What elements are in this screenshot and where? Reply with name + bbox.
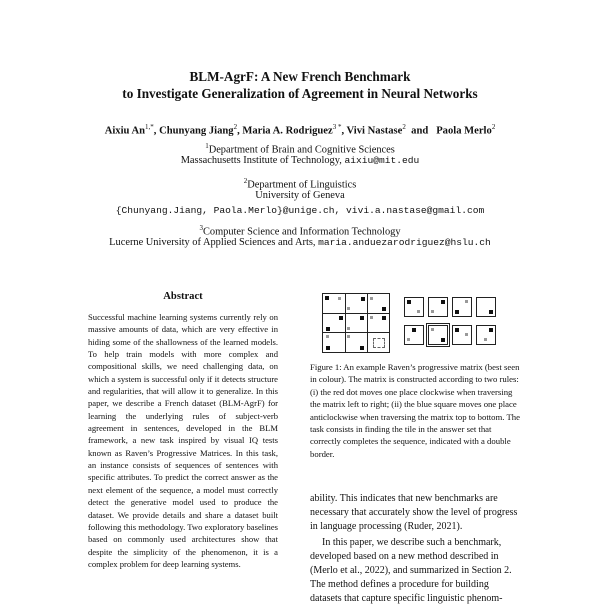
author-name: Paola Merlo (436, 125, 492, 137)
affiliation-2-inst: University of Geneva (255, 190, 345, 201)
affiliation-inst: Lucerne University of Applied Sciences and Arts, (109, 237, 319, 248)
author-sep: and (405, 125, 434, 137)
affiliation-mark: 1 (205, 142, 209, 150)
answer-tile (452, 297, 472, 317)
abstract-heading: Abstract (163, 291, 203, 302)
answer-tile (404, 325, 424, 345)
author-mark: 1,* (145, 123, 154, 131)
affiliation-dept: Computer Science and Information Technology (202, 226, 401, 238)
paper-title-line-1: BLM-AgrF: A New French Benchmark (189, 69, 411, 84)
affiliation-email[interactable]: aixiu@mit.edu (344, 155, 420, 166)
answer-tile (452, 325, 472, 345)
answer-tile (404, 297, 424, 317)
author-mark: 2 (402, 123, 406, 131)
author-sep: , (341, 125, 347, 137)
figure-1-caption: Figure 1: An example Raven’s progressive matrix (best seen in colour). The matrix is constructed according to two rules: (i) the red dot moves one place clockwise when traversing the matrix left to right; (ii) the blue square moves one place anticlockwise when traversing the matrix top to bottom. The task consists in finding the tile in the answer set that correctly completes the sequence, indicated with a double border. (310, 362, 520, 459)
matrix-context-grid (322, 293, 390, 353)
author-mark: 2 (491, 123, 496, 131)
affiliation-3-inst (0, 236, 600, 249)
affiliation-mark: 3 (199, 224, 203, 232)
affiliation-dept: Department of Linguistics (247, 179, 357, 191)
affiliation-inst: Massachusetts Institute of Technology, (180, 155, 345, 166)
abstract-text: Successful machine learning systems currently rely on massive amounts of data, which are very effective in hiding some of the shallowness of the learned models. To help train models with more complex and compositional skills, we need challenging data, on which a system is successful only if it detects structure and regularities, that will allow it to generalize. In this paper, we describe a French dataset (BLM-AgrF) for learning the underlying rules of subject-verb agreement in sentences, developed in the BLM framework, a new task inspired by visual IQ tests known as Raven’s Progressive Matrices. In this task, an instance consists of sequences of sentences with specific attributes. To predict the correct answer as the next element of the sequence, a model must correctly detect the generative model used to produce the dataset. We provide details and share a dataset built following this methodology. Two exploratory baselines based on commonly used architectures show that despite the simplicity of the phenomenon, it is a complex problem for deep learning systems. (88, 312, 278, 569)
author-sep: , (237, 125, 243, 137)
author-mark: 2 (233, 123, 238, 131)
affiliation-2-email[interactable]: {Chunyang.Jiang, Paola.Merlo}@unige.ch, vivi.a.nastase@gmail.com (115, 205, 485, 216)
answer-tile (476, 297, 496, 317)
affiliation-dept: Department of Brain and Cognitive Sciences (208, 144, 395, 156)
answer-tile-correct (428, 325, 448, 345)
affiliation-mark: 2 (243, 177, 248, 185)
answer-tile (428, 297, 448, 317)
author-sep: , (153, 125, 160, 137)
body-paragraph-1: ability. This indicates that new benchmarks are necessary that accurately show the level of progress in language processing (Ruder, 2021). (310, 493, 518, 532)
body-paragraph-2: In this paper, we describe such a benchmark, developed based on a new method described in (Merlo et al., 2022), and summarized in Section 2. The method defines a procedure for building datasets that capture specific linguistic phenom- (310, 537, 512, 604)
author-list (0, 123, 600, 137)
affiliation-1-inst (0, 154, 600, 167)
author-name: Maria A. Rodriguez (242, 125, 333, 137)
author-name: Aixiu An (104, 125, 146, 137)
author-name: Chunyang Jiang (159, 125, 234, 137)
author-name: Vivi Nastase (346, 125, 403, 137)
answer-tile (476, 325, 496, 345)
figure-1-matrix (320, 291, 520, 353)
affiliation-email[interactable]: maria.anduezarodriguez@hslu.ch (318, 237, 491, 248)
paper-title-line-2: to Investigate Generalization of Agreement in Neural Networks (122, 86, 478, 101)
author-mark: 3 * (332, 123, 342, 131)
